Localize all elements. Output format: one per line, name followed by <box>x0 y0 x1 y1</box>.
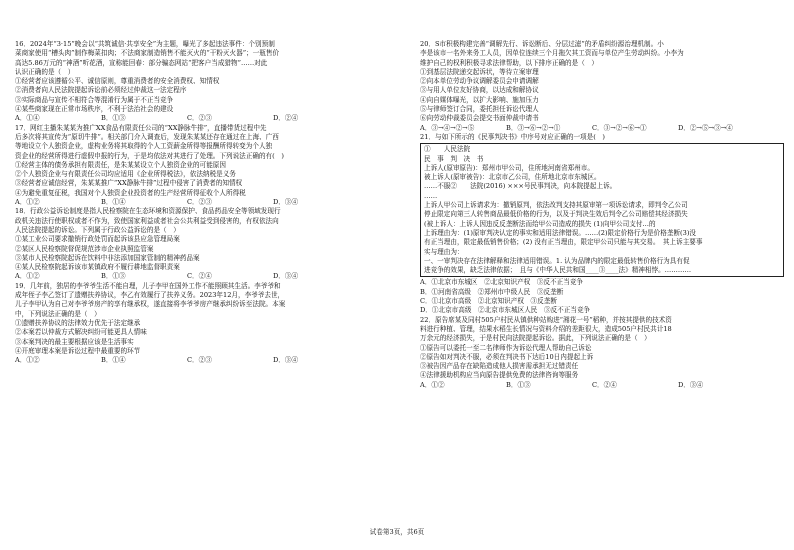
question-block <box>420 40 784 133</box>
question-text-line: 料进行种植、管理，结果水稻生长情况与资料介绍的差距很大，造成505户村民共计18 <box>420 324 672 333</box>
question-text-line: 17．网红主播朱某某为推广XX食品有限责任公司的“XX静脉牛排”，直播带货过程中先 <box>15 123 267 132</box>
right-top-questions <box>420 40 784 142</box>
judgment-line: ……不服② 法院(2016) ×××号民事判决，向本院提起上诉。 <box>424 182 617 191</box>
answer-option[interactable]: D．②④ <box>273 114 299 123</box>
question-text-line: ①到基层法院递交起诉状，等待立案审理 <box>420 67 539 76</box>
question-text-line: ④为避免重复征税，我国对个人独资企业投资者的生产经营所得征收个人所得税 <box>15 188 246 197</box>
question-text-line: ③实际商品与宣传不相符合等混淆行为属于不正当竞争 <box>15 95 174 104</box>
answer-option[interactable]: A．③→④→②→⑤ <box>420 123 475 132</box>
question-text-line: 20．S市积极构建完善“调解先行、诉讼断后、分层过滤”的矛盾纠纷源治理机制。小 <box>420 40 664 48</box>
question-text-line: ①经营主体的债务承担有限责任，是朱某某设立个人独资企业的可能原因 <box>15 160 226 169</box>
answer-option[interactable]: C．②③ <box>187 198 212 207</box>
question-text-line: ⑤与律师签订合同，委托担任诉讼代理人 <box>420 105 539 114</box>
question-text-line: 21．与如下所示的《民事判决书》中序号对应正确的一项是( ) <box>420 132 605 141</box>
question-text-line: 后多次将其宣传为“原切牛排”。相关部门介入调查后，发现朱某某还存在通过在上海、广西 <box>15 132 279 141</box>
judgment-line: 民 事 判 决 书 <box>424 154 484 163</box>
answer-option[interactable]: D．①北京市高级 ②北京市东城区人民 ③反不正当竞争 <box>420 306 591 315</box>
question-text-line: ④开庭审理本案是诉讼过程中最重要的环节 <box>15 346 141 355</box>
answer-option[interactable]: B．③→⑥→②→① <box>506 123 561 132</box>
question-block <box>15 282 373 366</box>
question-text-line: ①经营者应该遵循公平、诚信原则，尊重消费者的安全消费权、知情权 <box>15 77 220 86</box>
question-text-line: ④某人民检察院起诉该市某镇政府不履行耕地监督职责案 <box>15 263 180 272</box>
question-text-line: ①原告可以委托一至二名律师作为诉讼代理人帮助自己诉讼 <box>420 343 592 352</box>
answer-option[interactable]: B．①③ <box>101 114 126 123</box>
question-text-line: ④法律援助机构应当向原告提供免费的法律咨询等服务 <box>420 371 579 380</box>
answer-option[interactable]: C．①北京市高级 ②北京知识产权 ③反垄断 <box>420 297 557 306</box>
question-text-line: 22．原告席某及同村505户村民从镇供种站购进“湘花一号”稻种，并按其提供的技术资 <box>420 315 672 324</box>
answer-option[interactable]: C．②③ <box>187 114 212 123</box>
question-text-line: 中，下列说法正确的是（ ） <box>15 309 101 318</box>
question-block <box>15 207 373 281</box>
judgment-line: 上诉人甲公司上诉请求为：撤销原判，依法改判支持其原审第一项诉讼请求，即判令乙公司 <box>424 201 688 210</box>
answer-option[interactable]: C．②④ <box>592 380 617 389</box>
question-block <box>15 40 373 124</box>
judgment-line: 一、一审判决存在法律解释和法律适用错误。1. 认为品牌内的限定最低转售价格行为具有促 <box>424 256 690 265</box>
question-text-line: 李是该市一名外来务工人员，因单位连续三个月拖欠其工资而与单位产生劳动纠纷。小李为 <box>420 49 684 58</box>
answer-option[interactable]: D．②→⑤→③→④ <box>678 123 733 132</box>
answer-option[interactable]: A．①② <box>15 356 40 365</box>
answer-options <box>15 272 373 281</box>
judgment-line: …… <box>424 191 438 200</box>
question-text-line: 维护自己的权利积极寻求法律帮助，以下排序正确的是（ ） <box>420 58 599 67</box>
question-text-line: ②消费者向人民法院提起诉讼前必须经过仲裁这一法定程序 <box>15 86 187 95</box>
question-text-line: ①遗赠扶养协议的法律效力优先于法定继承 <box>15 318 141 327</box>
judgment-line: 停止限定向第三人转售商品最低价格的行为，以及于判决生效后判令乙公司赔偿其经济损失 <box>424 210 688 219</box>
judgment-line: 有正当理由，限定最低销售价格；(2) 没有正当理由，限定甲公司只能与其交易。 其上诉主要事 <box>424 238 703 247</box>
question-text-line: ④向自媒体曝光，以扩大影响、施加压力 <box>420 95 539 104</box>
judgment-line: (被上诉人：上诉人因违反反垄断法而给甲公司造成的损失 (1)向甲公司支付…的 <box>424 219 656 228</box>
question-text-line: ②向本单位劳动争议调解委员会申请调解 <box>420 77 539 86</box>
right-column <box>420 40 784 390</box>
answer-options <box>15 198 373 207</box>
question-text-line: ③经营者应诚信经营，朱某某推广“XX静脉牛排”过程中侵害了消费者的知情权 <box>15 179 243 188</box>
judgment-line: 实与理由为： <box>424 247 464 256</box>
answer-option[interactable]: A．①② <box>15 272 40 281</box>
answer-option[interactable]: A．①④ <box>15 114 40 123</box>
question-text-line: 万余元的经济损失，于是村民向法院提起诉讼。据此，下列说法正确的是（ ） <box>420 334 651 343</box>
question-text-line: ②原告如对判决不服，必须在判决书下达后10日内提起上诉 <box>420 352 594 361</box>
question-text-line: 人民法院提起的诉讼。下列属于行政公益诉讼的是（ ） <box>15 225 180 234</box>
question-text-line: 资企业的经营所得进行虚假申报的行为，于是均依法对其进行了处理。下列说法正确的有( ) <box>15 151 284 160</box>
answer-option[interactable]: D．③④ <box>678 380 704 389</box>
question-text-line: 19．几年前，独居的李爷爷生活不能自理，儿子李甲在国外工作不能照顾其生活。李爷爷和 <box>15 281 281 290</box>
question-text-line: 认识正确的是（ ） <box>15 67 75 76</box>
question-text-line: 成年侄子李乙签订了遗赠扶养协议，李乙有效履行了扶养义务。2023年12月，李爷爷去世， <box>15 291 285 300</box>
question-22 <box>420 316 784 390</box>
question-block <box>15 124 373 208</box>
question-text-line: ④某些商家现在正常市场秩序，不利于法治社会的建设 <box>15 105 174 114</box>
question-text-line: 16．2024年“3·15”晚会以“共筑诚信·共享安全”为主题，曝光了多起违法事件：个别预制 <box>15 40 275 48</box>
question-block <box>420 133 784 142</box>
question-text-line: ③本案判决的最主要根据应该是生活事实 <box>15 337 134 346</box>
question-text-line: 政机关违法行使职权或者不作为，致使国家利益或者社会公共利益受到侵害的，有权依法向 <box>15 216 279 225</box>
answer-option[interactable]: D．③④ <box>273 356 299 365</box>
page-footer: 试卷第3页，共6页 <box>369 528 425 536</box>
left-column <box>15 40 373 365</box>
judgment-document-box <box>420 143 784 277</box>
answer-option[interactable]: B．①③ <box>101 272 126 281</box>
answer-options <box>420 381 784 390</box>
q21-options <box>420 278 784 315</box>
answer-option[interactable]: A．①② <box>420 380 445 389</box>
answer-option[interactable]: D．③④ <box>273 272 299 281</box>
answer-option[interactable]: C．②③ <box>187 356 212 365</box>
answer-option[interactable]: C．②④ <box>187 272 212 281</box>
question-text-line: ③与用人单位友好协商，以达成和解协议 <box>420 86 539 95</box>
question-text-line: ②某区人民检察院督促规范涉市企业执照监管案 <box>15 244 154 253</box>
answer-options <box>15 356 373 365</box>
question-text-line: ①某工业公司要求撤销行政处罚而起诉该县应急管理局案 <box>15 235 180 244</box>
question-text-line: 18．行政公益诉讼制度是指人民检察院在生态环境和资源保护、食品药品安全等领域发现行 <box>15 207 281 216</box>
question-text-line: 高达5.86万元的“神酒”听花酒，宣称能回春：部分骗态网站“把客户当成猎物”……对此 <box>15 58 268 67</box>
answer-option[interactable]: B．①③ <box>506 380 531 389</box>
judgment-line: 被上诉人(原审被告)：北京市乙公司，住所地北京市东城区。 <box>424 173 601 182</box>
question-text-line: 等地设立个人独资企业，虚构业务将其取得的个人工资薪金所得等报酬所得转变为个人独 <box>15 142 273 151</box>
answer-option[interactable]: A．①② <box>15 198 40 207</box>
question-text-line: ⑥向劳动仲裁委员会提交书面仲裁申请书 <box>420 114 539 123</box>
answer-option[interactable]: B．①④ <box>101 198 126 207</box>
answer-option[interactable]: B．①④ <box>101 356 126 365</box>
judgment-line: 进竞争的效果，缺乏法律依据； 且与《中华人民共和国____③____法》精神相悖。………… <box>424 266 692 275</box>
judgment-line: ① 人民法院 <box>424 145 471 154</box>
answer-option[interactable]: A．①北京市东城区 ②北京知识产权 ③反不正当竞争 <box>420 278 584 287</box>
judgment-line: 上诉理由为：(1)原审判决认定的事实和适用法律错误。……(2)限定价格行为是价格垄断(3)没 <box>424 228 696 237</box>
question-text-line: 儿子李甲认为自己对李爷爷房产的享有继承权，遂直接将李爷爷房产继承纠纷诉至法院。本案 <box>15 300 286 309</box>
answer-option[interactable]: B．①河南省高级 ②郑州市中级人民 ③反垄断 <box>420 287 564 296</box>
question-text-line: ②个人独资企业与有限责任公司均应适用《企业所得税法》，依法纳税是义务 <box>15 170 236 179</box>
question-text-line: ③被告因产品存在缺陷造成他人损害需承担无过错责任 <box>420 362 579 371</box>
question-text-line: ③某市人民检察院起诉在饮料中非法添加国家管制的精神药品案 <box>15 253 200 262</box>
question-text-line: 菜商家使用“槽头肉”制作梅菜扣肉；不法商家制造销售不能灭火的“干粉灭火器”；一瓶售价 <box>15 49 280 58</box>
judgment-line: 上诉人(原审原告)：郑州市甲公司，住所地河南省郑州市。 <box>424 163 594 172</box>
answer-option[interactable]: C．③→②→⑥→① <box>592 123 647 132</box>
question-text-line: ②本案若以仲裁方式解决纠纷可能更具人情味 <box>15 328 147 337</box>
answer-options <box>15 114 373 123</box>
answer-options <box>420 124 784 133</box>
answer-option[interactable]: D．③④ <box>273 198 299 207</box>
